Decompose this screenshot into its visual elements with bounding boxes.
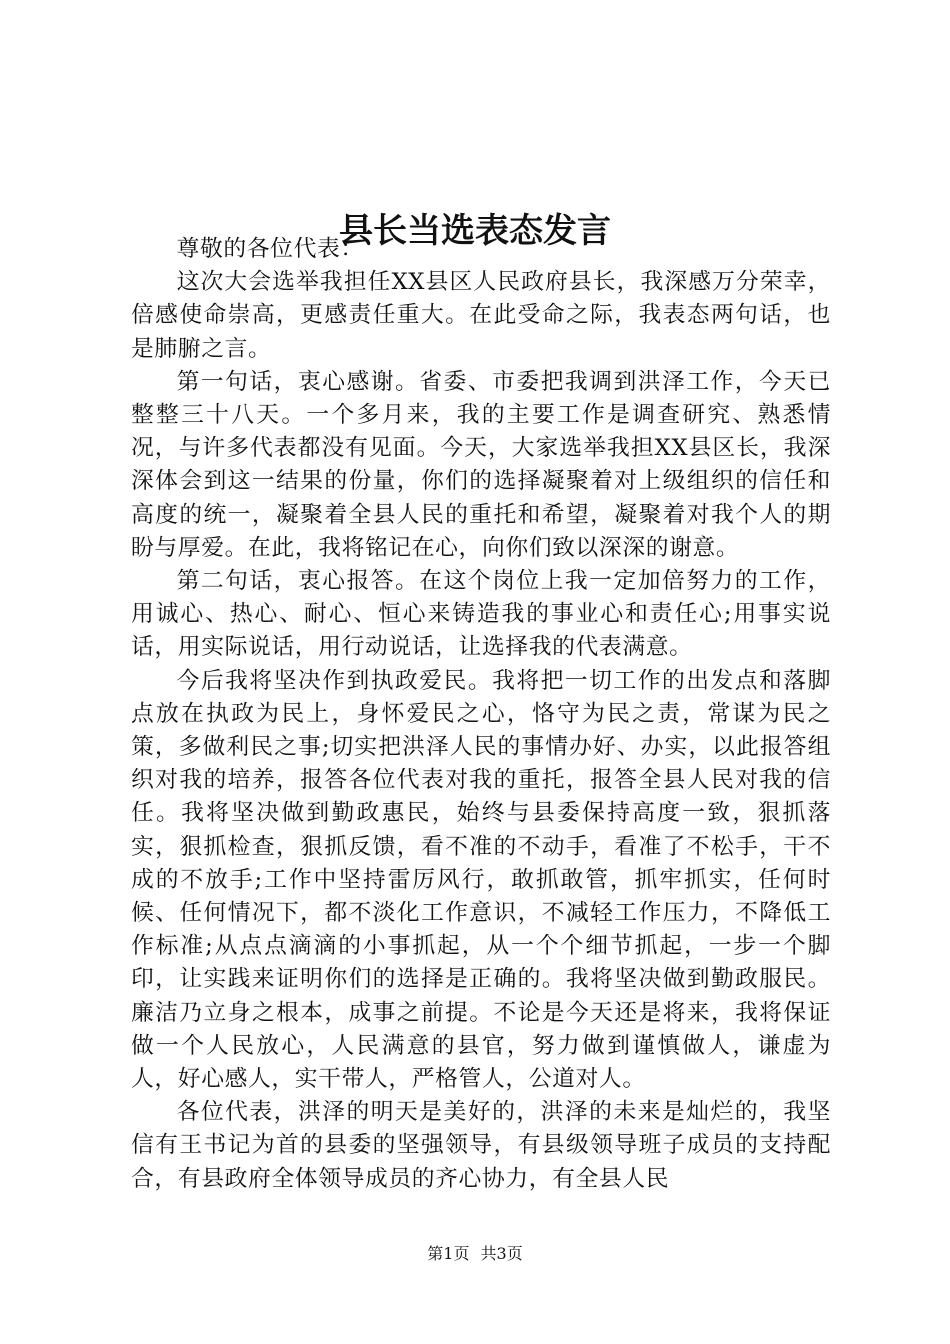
body-paragraph: 各位代表，洪泽的明天是美好的，洪泽的未来是灿烂的，我坚信有王书记为首的县委的坚强领导，有县级领导班子成员的支持配合，有县政府全体领导成员的齐心协力，有全县人民	[131, 1099, 831, 1192]
body-paragraph: 这次大会选举我担任XX县区人民政府县长，我深感万分荣幸，倍感使命崇高，更感责任重大。在此受命之际，我表态两句话，也是肺腑之言。	[131, 269, 831, 362]
page-total: 共3页	[480, 1244, 523, 1263]
page-number: 第1页	[427, 1244, 470, 1263]
body-paragraph: 第一句话，衷心感谢。省委、市委把我调到洪泽工作，今天已整整三十八天。一个多月来，我的主要工作是调查研究、熟悉情况，与许多代表都没有见面。今天，大家选举我担XX县区长，我深深体会到这一结果的份量，你们的选择凝聚着对上级组织的信任和高度的统一，凝聚着全县人民的重托和希望，凝聚着对我个人的期盼与厚爱。在此，我将铭记在心，向你们致以深深的谢意。	[131, 368, 831, 561]
document-title: 县长当选表态发言	[339, 210, 611, 251]
page-footer	[0, 1243, 950, 1265]
body-paragraph: 第二句话，衷心报答。在这个岗位上我一定加倍努力的工作，用诚心、热心、耐心、恒心来铸造我的事业心和责任心;用事实说话，用实际说话，用行动说话，让选择我的代表满意。	[131, 568, 831, 661]
document-body	[131, 233, 831, 1196]
salutation-paragraph: 尊敬的各位代表：	[176, 236, 364, 262]
body-paragraph: 今后我将坚决作到执政爱民。我将把一切工作的出发点和落脚点放在执政为民上，身怀爱民之心，恪守为民之责，常谋为民之策，多做利民之事;切实把洪泽人民的事情办好、办实，以此报答组织对我的培养，报答各位代表对我的重托，报答全县人民对我的信任。我将坚决做到勤政惠民，始终与县委保持高度一致，狠抓落实，狠抓检查，狠抓反馈，看不准的不动手，看准了不松手，干不成的不放手;工作中坚持雷厉风行，敢抓敢管，抓牢抓实，任何时候、任何情况下，都不淡化工作意识，不减轻工作压力，不降低工作标准;从点点滴滴的小事抓起，从一个个细节抓起，一步一个脚印，让实践来证明你们的选择是正确的。我将坚决做到勤政服民。廉洁乃立身之根本，成事之前提。不论是今天还是将来，我将保证做一个人民放心，人民满意的县官，努力做到谨慎做人，谦虚为人，好心感人，实干带人，严格管人，公道对人。	[131, 667, 831, 1093]
